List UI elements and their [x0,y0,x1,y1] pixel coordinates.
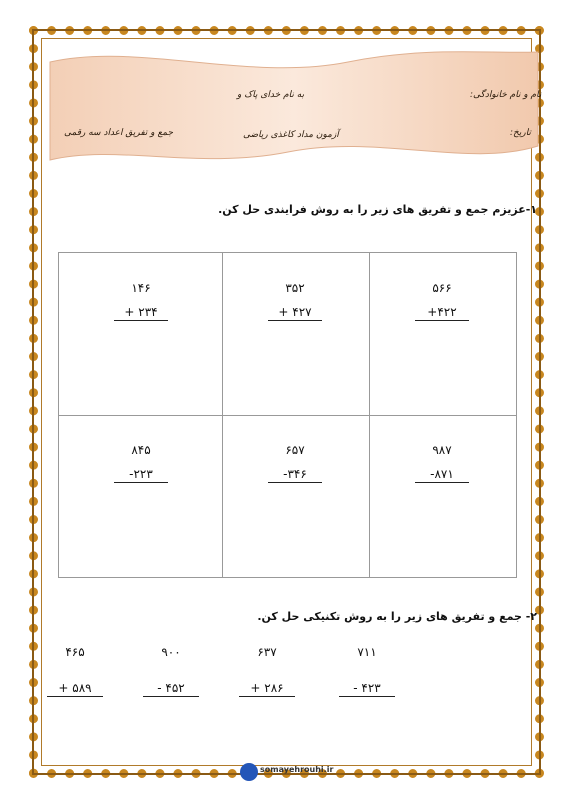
problem-top-number: ۶۵۷ [285,443,305,457]
problem-bottom-number: + ۴۲۷ [268,305,322,321]
problem-bottom-number: + ۲۸۶ [239,681,295,697]
problem-cell [366,443,518,483]
grid-divider [59,415,516,416]
problem-top-number: ۸۴۵ [131,443,151,457]
problem-vertical [126,645,216,697]
question2-title: ۲- جمع و تفریق های زیر را به روش تکنیکی حل کن. [257,610,537,623]
topic-label: جمع و تفریق اعداد سه رقمی [64,128,174,138]
header-banner [48,48,540,168]
basmala: به نام خدای پاک و [237,90,305,100]
problem-top-number: ۹۰۰ [161,645,181,659]
site-logo [240,761,334,783]
problem-top-number: ۹۸۷ [432,443,452,457]
problem-top-number: ۵۶۶ [432,281,452,295]
problem-bottom-number: + ۲۳۴ [114,305,168,321]
exam-title: آزمون مداد کاغذی ریاضی [243,130,339,140]
logo-icon [240,763,258,781]
problem-cell [219,281,371,321]
question1-grid [58,252,517,578]
problem-top-number: ۴۶۵ [65,645,85,659]
problem-cell [65,281,217,321]
problem-vertical [222,645,312,697]
problem-bottom-number: -۸۷۱ [415,467,469,483]
problem-top-number: ۷۱۱ [357,645,377,659]
banner-shape [48,48,540,168]
name-label: نام و نام خانوادگی: [470,90,542,100]
question1-title: ۱-عزیزم جمع و تفریق های زیر را به روش فرایندی حل کن. [218,203,537,216]
problem-bottom-number: - ۴۵۲ [143,681,199,697]
problem-top-number: ۳۵۲ [285,281,305,295]
problem-bottom-number: + ۵۸۹ [47,681,103,697]
problem-bottom-number: +۴۲۲ [415,305,469,321]
problem-bottom-number: - ۴۲۳ [339,681,395,697]
problem-cell [65,443,217,483]
problem-vertical [322,645,412,697]
problem-cell [366,281,518,321]
problem-vertical [30,645,120,697]
date-label: تاریخ: [510,128,531,138]
problem-top-number: ۱۴۶ [131,281,151,295]
problem-bottom-number: -۳۴۶ [268,467,322,483]
site-url: somayehrouhi.ir [260,765,334,774]
problem-bottom-number: -۲۲۳ [114,467,168,483]
problem-top-number: ۶۳۷ [257,645,277,659]
problem-cell [219,443,371,483]
